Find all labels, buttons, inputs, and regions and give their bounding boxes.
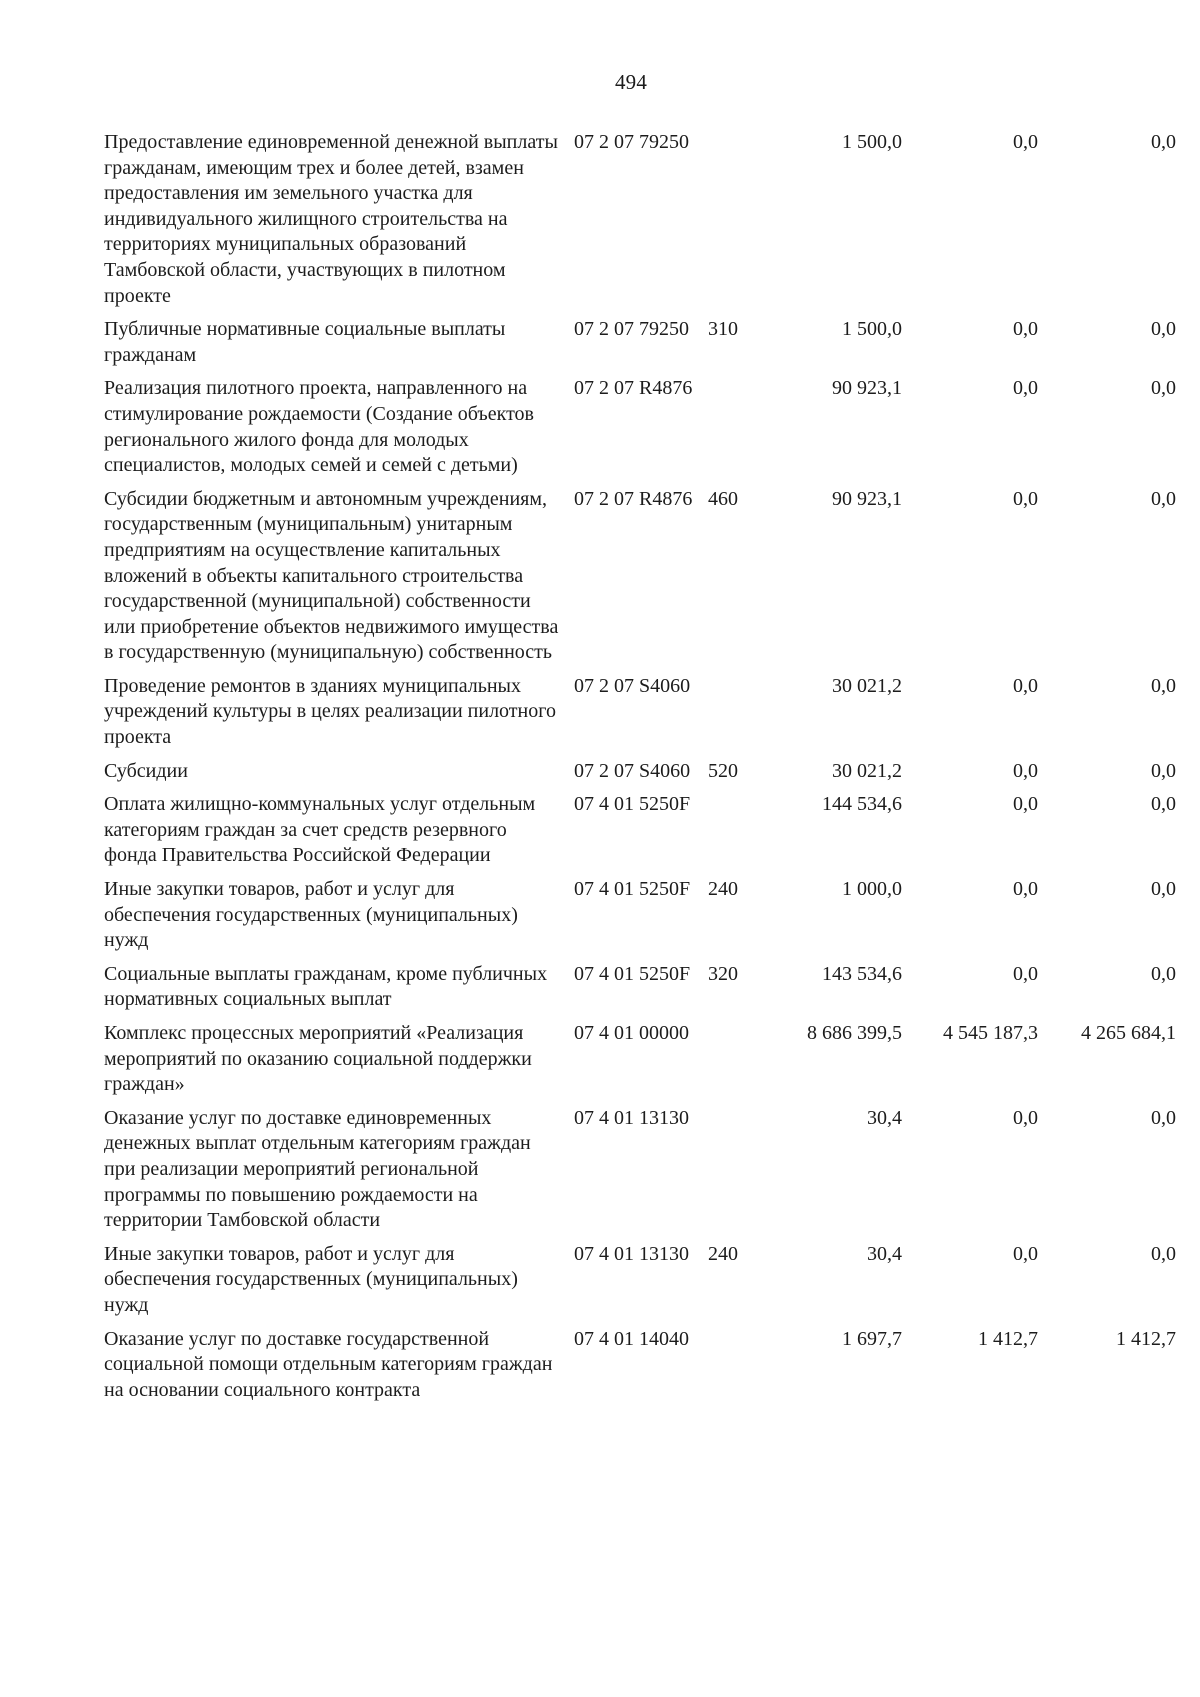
amount-year-3: 0,0 — [1151, 674, 1176, 697]
expense-type-code: 240 — [708, 1242, 738, 1265]
amount-year-2: 0,0 — [1013, 962, 1038, 985]
item-name: Оказание услуг по доставке единовременных денежных выплат отдельным категориям граждан при реализации мероприятий региональной программы по повышению рождаемости на территории Тамбовской области — [104, 1106, 531, 1232]
target-code: 07 4 01 14040 — [574, 1327, 689, 1350]
amount-year-2: 1 412,7 — [978, 1327, 1038, 1350]
expense-type-code: 460 — [708, 487, 738, 510]
table-row — [104, 1327, 1176, 1404]
item-name: Субсидии — [104, 759, 188, 782]
table-row — [104, 1242, 1176, 1319]
item-name: Оказание услуг по доставке государственной социальной помощи отдельным категориям граждан на основании социального контракта — [104, 1327, 553, 1401]
amount-year-1: 30,4 — [867, 1242, 902, 1265]
item-name: Иные закупки товаров, работ и услуг для обеспечения государственных (муниципальных) нужд — [104, 878, 518, 952]
item-name: Публичные нормативные социальные выплаты гражданам — [104, 318, 506, 366]
amount-year-1: 90 923,1 — [832, 377, 902, 400]
table-row — [104, 376, 1176, 478]
expense-type-code: 320 — [708, 962, 738, 985]
expense-type-code: 520 — [708, 759, 738, 782]
target-code: 07 2 07 R4876 — [574, 377, 693, 400]
target-code: 07 4 01 5250F — [574, 878, 691, 901]
target-code: 07 4 01 13130 — [574, 1242, 689, 1265]
amount-year-3: 0,0 — [1151, 1242, 1176, 1265]
amount-year-2: 0,0 — [1013, 674, 1038, 697]
amount-year-2: 0,0 — [1013, 318, 1038, 341]
amount-year-1: 30,4 — [867, 1106, 902, 1129]
amount-year-3: 0,0 — [1151, 1106, 1176, 1129]
amount-year-2: 0,0 — [1013, 377, 1038, 400]
table-row — [104, 130, 1176, 309]
table-row — [104, 674, 1176, 751]
table-row — [104, 759, 1176, 785]
item-name: Проведение ремонтов в зданиях муниципальных учреждений культуры в целях реализации пилотного проекта — [104, 674, 556, 749]
target-code: 07 2 07 S4060 — [574, 674, 691, 697]
amount-year-1: 1 697,7 — [842, 1327, 902, 1350]
amount-year-1: 143 534,6 — [822, 962, 902, 985]
target-code: 07 2 07 79250 — [574, 318, 689, 341]
table-row — [104, 877, 1176, 954]
amount-year-2: 0,0 — [1013, 1242, 1038, 1265]
amount-year-2: 0,0 — [1013, 1106, 1038, 1129]
target-code: 07 2 07 R4876 — [574, 487, 693, 510]
table-row — [104, 792, 1176, 869]
amount-year-3: 0,0 — [1151, 318, 1176, 341]
amount-year-1: 144 534,6 — [822, 793, 902, 816]
amount-year-2: 0,0 — [1013, 793, 1038, 816]
target-code: 07 2 07 S4060 — [574, 759, 691, 782]
amount-year-3: 0,0 — [1151, 759, 1176, 782]
item-name: Оплата жилищно-коммунальных услуг отдельным категориям граждан за счет средств резервного фонда Правительства Российской Федерации — [104, 793, 536, 867]
amount-year-1: 8 686 399,5 — [807, 1022, 902, 1044]
amount-year-3: 4 265 684,1 — [1081, 1022, 1176, 1044]
item-name: Субсидии бюджетным и автономным учреждениям, государственным (муниципальным) унитарным предприятиям на осуществление капитальных вложений в объекты капитального строительства государственной (муниципальной) собственности или приобретение объектов недвижимого имущества в государственную (муниципальную) собственность — [104, 487, 559, 664]
amount-year-1: 30 021,2 — [832, 674, 902, 697]
amount-year-2: 0,0 — [1013, 487, 1038, 510]
amount-year-1: 1 500,0 — [842, 318, 902, 341]
amount-year-1: 1 500,0 — [842, 131, 902, 153]
amount-year-2: 0,0 — [1013, 131, 1038, 153]
page-number: 494 — [614, 70, 648, 94]
amount-year-1: 1 000,0 — [842, 878, 902, 901]
table-row — [104, 317, 1176, 368]
amount-year-3: 0,0 — [1151, 793, 1176, 816]
amount-year-2: 4 545 187,3 — [943, 1022, 1038, 1044]
amount-year-3: 0,0 — [1151, 878, 1176, 901]
target-code: 07 4 01 5250F — [574, 793, 691, 816]
table-row — [104, 1021, 1176, 1098]
amount-year-2: 0,0 — [1013, 759, 1038, 782]
expense-type-code: 310 — [708, 318, 738, 341]
target-code: 07 4 01 13130 — [574, 1106, 689, 1129]
target-code: 07 2 07 79250 — [574, 131, 689, 153]
amount-year-3: 0,0 — [1151, 377, 1176, 400]
amount-year-3: 1 412,7 — [1116, 1327, 1176, 1350]
target-code: 07 4 01 5250F — [574, 962, 691, 985]
item-name: Иные закупки товаров, работ и услуг для обеспечения государственных (муниципальных) нужд — [104, 1242, 518, 1316]
amount-year-1: 90 923,1 — [832, 487, 902, 510]
item-name: Комплекс процессных мероприятий «Реализация мероприятий по оказанию социальной поддержки граждан» — [104, 1022, 532, 1096]
table-row — [104, 1106, 1176, 1234]
expense-type-code: 240 — [708, 878, 738, 901]
target-code: 07 4 01 00000 — [574, 1022, 689, 1044]
item-name: Предоставление единовременной денежной выплаты гражданам, имеющим трех и более детей, взамен предоставления им земельного участка для индивидуального жилищного строительства на территориях муниципальных образований Тамбовской области, участвующих в пилотном проекте — [104, 131, 558, 307]
table-row — [104, 962, 1176, 1013]
amount-year-2: 0,0 — [1013, 878, 1038, 901]
amount-year-3: 0,0 — [1151, 487, 1176, 510]
amount-year-3: 0,0 — [1151, 131, 1176, 153]
item-name: Социальные выплаты гражданам, кроме публичных нормативных социальных выплат — [104, 962, 548, 1011]
amount-year-1: 30 021,2 — [832, 759, 902, 782]
budget-table — [104, 130, 1176, 1411]
table-row — [104, 487, 1176, 666]
amount-year-3: 0,0 — [1151, 962, 1176, 985]
item-name: Реализация пилотного проекта, направленного на стимулирование рождаемости (Создание объектов регионального жилого фонда для молодых специалистов, молодых семей и семей с детьми) — [104, 377, 534, 477]
